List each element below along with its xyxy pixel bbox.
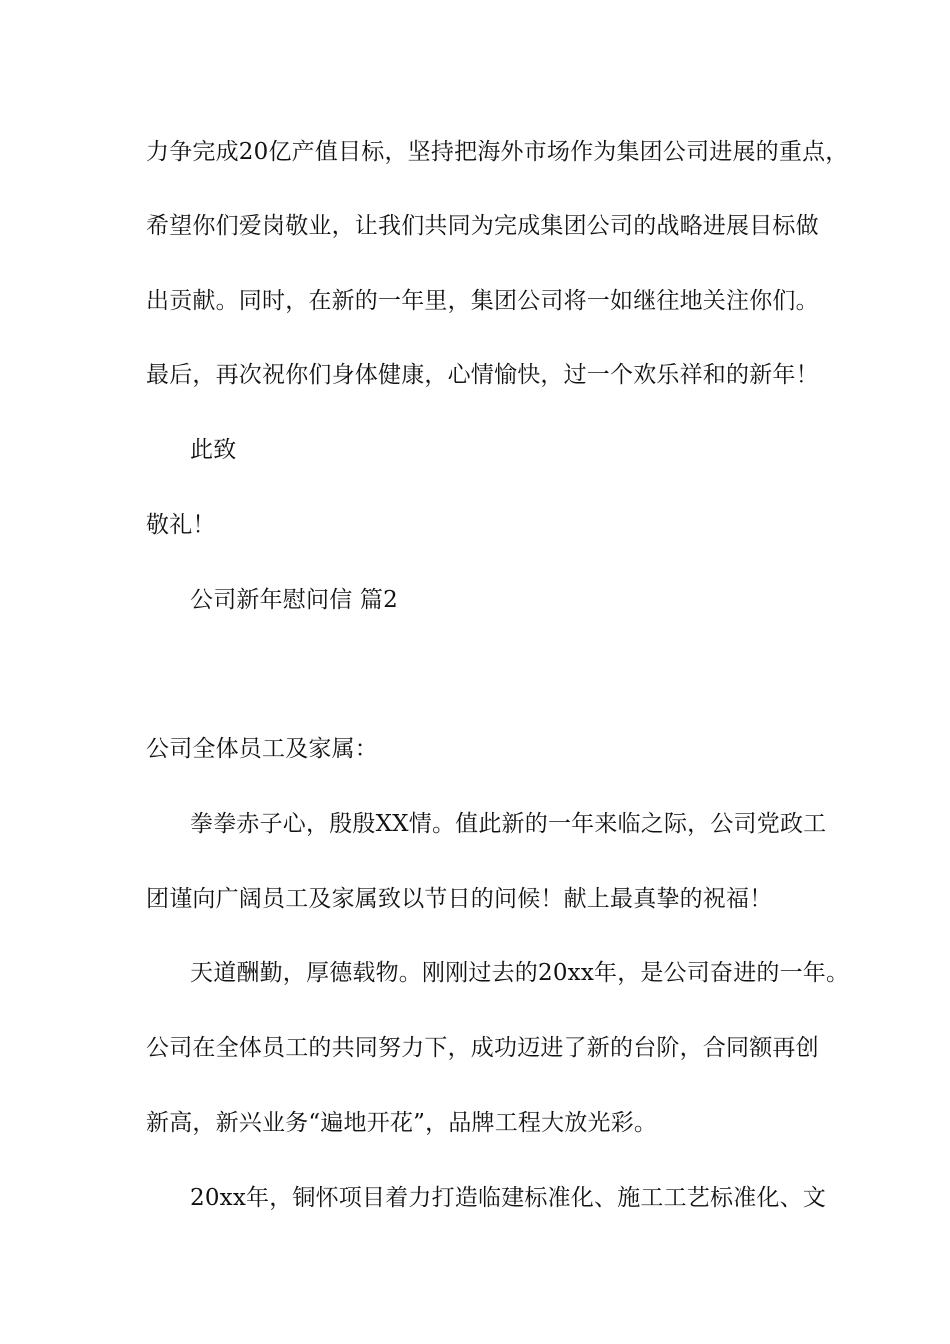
paragraph-line: 力争完成20亿产值目标，坚持把海外市场作为集团公司进展的重点， [146, 139, 849, 165]
paragraph-line: 公司在全体员工的共同努力下，成功迈进了新的台阶，合同额再创 [146, 1035, 819, 1061]
paragraph-line: 最后，再次祝你们身体健康，心情愉快，过一个欢乐祥和的新年！ [146, 362, 819, 388]
paragraph-line: 团谨向广阔员工及家属致以节日的问候！献上最真挚的祝福！ [146, 886, 773, 912]
paragraph-line: 新高，新兴业务“遍地开花”，品牌工程大放光彩。 [146, 1110, 658, 1136]
paragraph-line: 拳拳赤子心，殷殷XX情。值此新的一年来临之际，公司党政工 [190, 811, 827, 837]
recipient-greeting: 公司全体员工及家属： [146, 736, 378, 762]
paragraph-line: 20xx年，铜怀项目着力打造临建标准化、施工工艺标准化、文 [190, 1185, 827, 1211]
salutation-closing: 敬礼！ [146, 512, 216, 538]
section-title: 公司新年慰问信 篇2 [190, 587, 398, 613]
paragraph-line: 出贡献。同时，在新的一年里，集团公司将一如继往地关注你们。 [146, 288, 819, 314]
closing-phrase: 此致 [190, 437, 237, 463]
paragraph-line: 希望你们爱岗敬业，让我们共同为完成集团公司的战略进展目标做 [146, 213, 819, 239]
paragraph-line: 天道酬勤，厚德载物。刚刚过去的20xx年，是公司奋进的一年。 [190, 960, 850, 986]
